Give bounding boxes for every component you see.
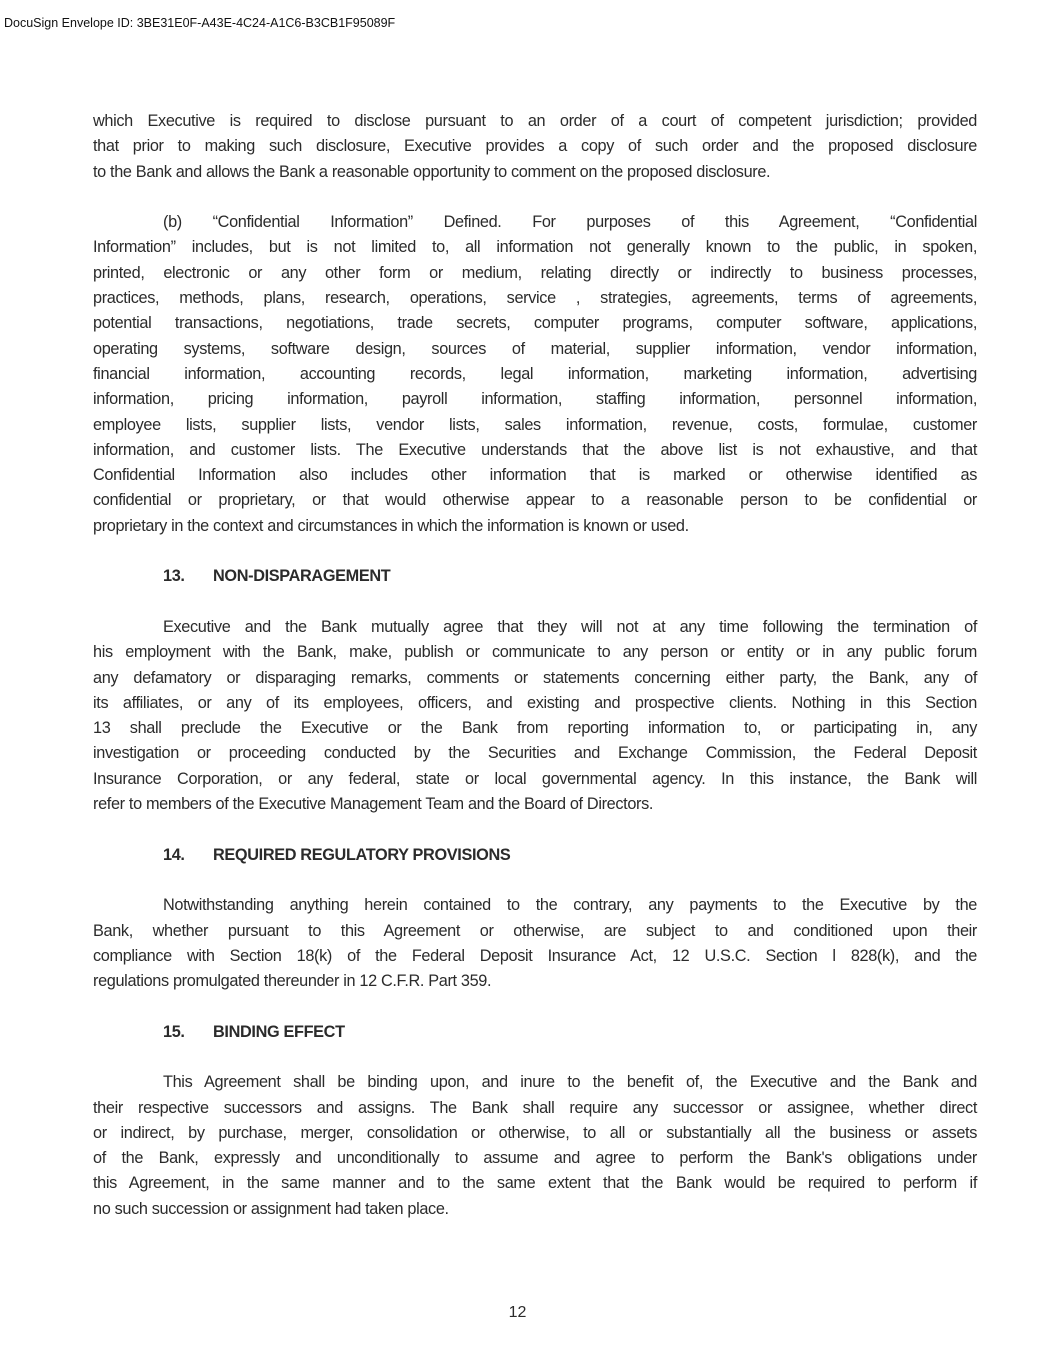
section-heading <box>93 1020 977 1045</box>
text-line: which Executive is required to disclose pursuant to an order of a court of competent jurisdiction; provided <box>93 112 977 130</box>
text-line: (b) “Confidential Information” Defined. For purposes of this Agreement, “Confidential <box>163 213 977 232</box>
document-body <box>93 109 977 1247</box>
text-line: that prior to making such disclosure, Executive provides a copy of such order and the proposed disclosure <box>93 137 977 156</box>
section-number: 13. <box>163 567 185 586</box>
text-line: information, pricing information, payroll information, staffing information, personnel information, <box>93 390 977 409</box>
text-line: Bank, whether pursuant to this Agreement or otherwise, are subject to and conditioned upon their <box>93 921 977 940</box>
section-title: REQUIRED REGULATORY PROVISIONS <box>213 845 511 864</box>
text-line: no such succession or assignment had taken place. <box>93 1199 449 1218</box>
text-line: Notwithstanding anything herein contained to the contrary, any payments to the Executive by the <box>163 896 977 915</box>
text-line: compliance with Section 18(k) of the Federal Deposit Insurance Act, 12 U.S.C. Section l 828(k), and the <box>93 946 977 965</box>
text-line: Confidential Information also includes other information that is marked or otherwise identified as <box>93 466 977 485</box>
paragraph <box>93 109 977 185</box>
text-line: employee lists, supplier lists, vendor lists, sales information, revenue, costs, formulae, customer <box>93 415 977 434</box>
text-line: operating systems, software design, sources of material, supplier information, vendor information, <box>93 339 977 358</box>
docusign-envelope-id: DocuSign Envelope ID: 3BE31E0F-A43E-4C24-A1C6-B3CB1F95089F <box>4 16 396 30</box>
text-line: its affiliates, or any of its employees, officers, and existing and prospective clients. Nothing in this Section <box>93 693 977 712</box>
text-line: information, and customer lists. The Executive understands that the above list is not exhaustive, and that <box>93 440 977 459</box>
text-line: Information” includes, but is not limited to, all information not generally known to the public, in spoken, <box>93 238 977 257</box>
paragraph <box>93 893 977 994</box>
text-line: Executive and the Bank mutually agree that they will not at any time following the termination of <box>163 617 977 636</box>
section-title: BINDING EFFECT <box>213 1022 345 1041</box>
section-heading <box>93 843 977 868</box>
text-line: financial information, accounting records, legal information, marketing information, advertising <box>93 364 977 383</box>
text-line: any defamatory or disparaging remarks, comments or statements concerning either party, the Bank, any of <box>93 668 977 687</box>
text-line: potential transactions, negotiations, trade secrets, computer programs, computer software, applications, <box>93 314 977 333</box>
paragraph <box>93 615 977 817</box>
section-heading <box>93 564 977 589</box>
text-line: refer to members of the Executive Management Team and the Board of Directors. <box>93 795 654 814</box>
page-number: 12 <box>508 1304 527 1321</box>
text-line: printed, electronic or any other form or medium, relating directly or indirectly to business processes, <box>93 263 977 282</box>
section-number: 14. <box>163 845 185 864</box>
text-line: practices, methods, plans, research, operations, service , strategies, agreements, terms of agreements, <box>93 289 977 308</box>
text-line: or indirect, by purchase, merger, consolidation or otherwise, to all or substantially all the business or assets <box>93 1123 977 1142</box>
text-line: This Agreement shall be binding upon, and inure to the benefit of, the Executive and the Bank and <box>163 1073 977 1092</box>
text-line: his employment with the Bank, make, publish or communicate to any person or entity or in any public forum <box>93 643 977 662</box>
text-line: their respective successors and assigns. The Bank shall require any successor or assignee, whether direct <box>93 1098 977 1117</box>
text-line: 13 shall preclude the Executive or the Bank from reporting information to, or participating in, any <box>93 719 977 738</box>
text-line: this Agreement, in the same manner and to the same extent that the Bank would be required to perform if <box>93 1174 977 1193</box>
text-line: regulations promulgated thereunder in 12 C.F.R. Part 359. <box>93 972 492 991</box>
text-line: proprietary in the context and circumstances in which the information is known or used. <box>93 516 689 535</box>
text-line: of the Bank, expressly and unconditionally to assume and agree to perform the Bank's obligations under <box>93 1149 977 1168</box>
text-line: Insurance Corporation, or any federal, state or local governmental agency. In this instance, the Bank will <box>93 769 977 788</box>
paragraph <box>93 1070 977 1222</box>
text-line: to the Bank and allows the Bank a reasonable opportunity to comment on the proposed disclosure. <box>93 162 771 181</box>
section-title: NON-DISPARAGEMENT <box>213 567 391 586</box>
section-number: 15. <box>163 1022 185 1041</box>
text-line: confidential or proprietary, or that would otherwise appear to a reasonable person to be confidential or <box>93 491 977 510</box>
text-line: investigation or proceeding conducted by the Securities and Exchange Commission, the Federal Deposit <box>93 744 977 763</box>
paragraph <box>93 210 977 539</box>
